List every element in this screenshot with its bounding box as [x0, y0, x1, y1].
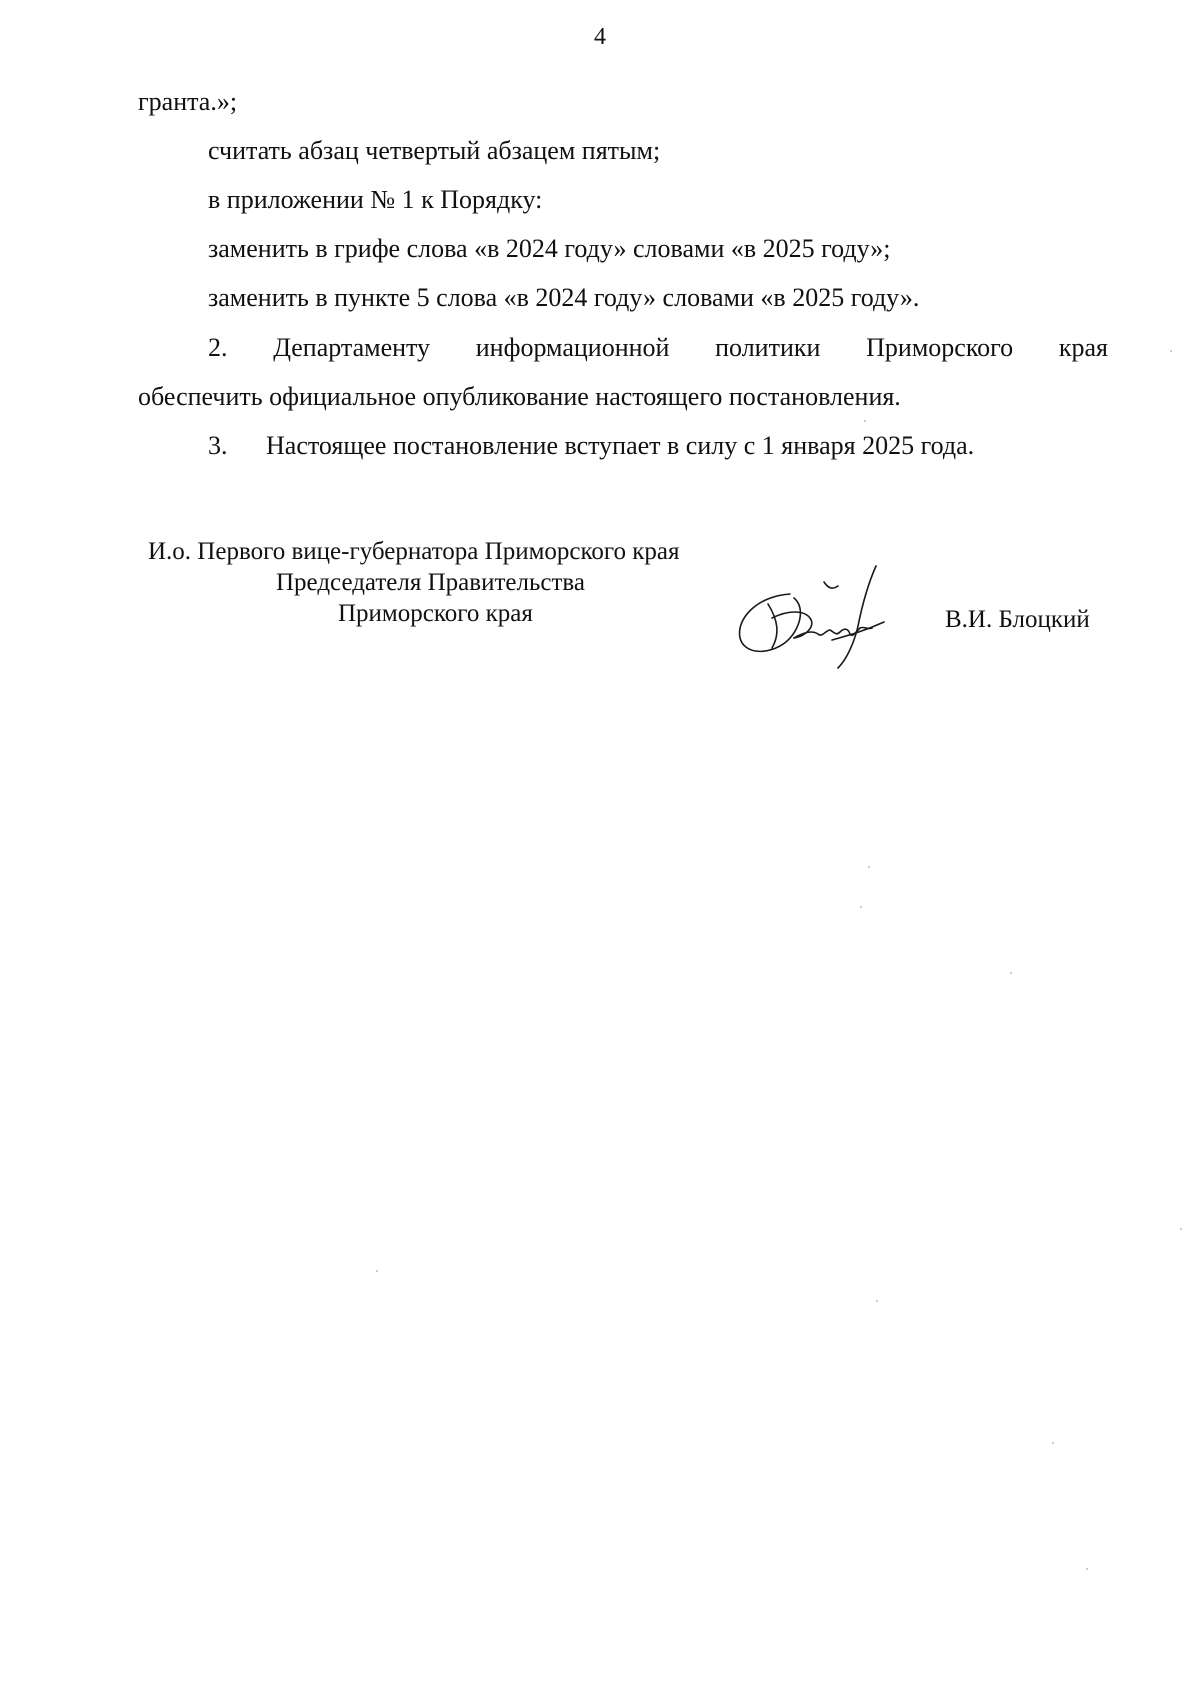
- scan-speck: [868, 866, 870, 868]
- item-2-word: Департаменту: [273, 333, 431, 362]
- text-line-paragraph-renumber: считать абзац четвертый абзацем пятым;: [208, 136, 661, 165]
- scan-speck: [1010, 972, 1012, 974]
- text-line-replace-item5: заменить в пункте 5 слова «в 2024 году» словами «в 2025 году».: [208, 283, 920, 312]
- handwritten-signature-icon: [728, 560, 928, 672]
- position-line-2: Председателя Правительства: [276, 569, 585, 596]
- item-2-word: Приморского: [866, 333, 1014, 362]
- text-line-appendix-intro: в приложении № 1 к Порядку:: [208, 185, 543, 214]
- position-line-1: И.о. Первого вице-губернатора Приморского края: [148, 538, 680, 565]
- item-2-word: политики: [715, 333, 821, 362]
- scan-speck: [1180, 1228, 1182, 1230]
- page-number: 4: [594, 24, 606, 50]
- scan-speck: [376, 1270, 378, 1272]
- scan-speck: [1052, 1442, 1054, 1444]
- signer-name: В.И. Блоцкий: [945, 606, 1090, 633]
- scan-speck: [1086, 1568, 1088, 1570]
- scan-speck: [876, 1300, 878, 1302]
- item-2-number: 2.: [208, 333, 228, 362]
- item-2-continuation: обеспечить официальное опубликование настоящего постановления.: [138, 382, 901, 411]
- item-2-first-line: [208, 332, 1108, 364]
- signature-position-block: [148, 536, 768, 629]
- scan-speck: [1170, 350, 1172, 352]
- item-3-number: 3.: [208, 431, 228, 460]
- item-2-word: информационной: [475, 333, 670, 362]
- item-3-text: Настоящее постановление вступает в силу с 1 января 2025 года.: [266, 431, 975, 460]
- scan-speck: [864, 420, 866, 422]
- scan-speck: [860, 906, 862, 908]
- position-line-3: Приморского края: [338, 600, 533, 627]
- text-line-continuation: гранта.»;: [138, 87, 238, 116]
- text-line-replace-stamp: заменить в грифе слова «в 2024 году» словами «в 2025 году»;: [208, 234, 891, 263]
- item-2-word: края: [1058, 333, 1108, 362]
